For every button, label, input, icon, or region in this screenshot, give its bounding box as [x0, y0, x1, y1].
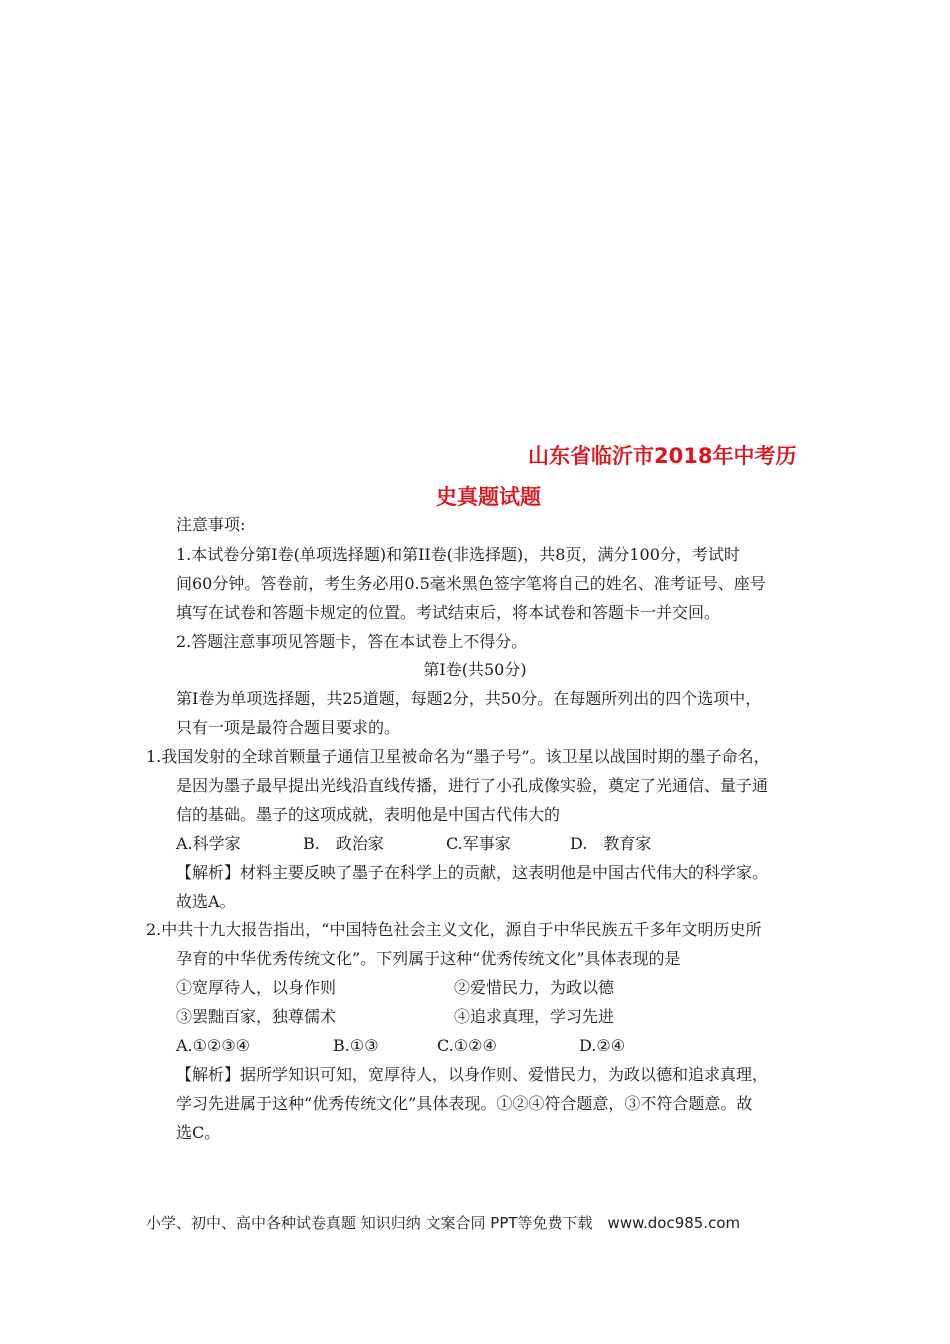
footer-text: 小学、初中、高中各种试卷真题 知识归纳 文案合同 PPT等免费下载 www.doc985.com	[146, 1214, 741, 1232]
q1-option-a: A.科学家	[176, 834, 241, 853]
doc-title-line1: 山东省临沂市2018年中考历	[528, 444, 797, 468]
q2-analysis-line2: 学习先进属于这种“优秀传统文化”具体表现。①②④符合题意，③不符合题意。故	[176, 1094, 753, 1113]
doc-title-line2: 史真题试题	[436, 485, 541, 509]
q2-option-b: B.①③	[333, 1036, 379, 1055]
section-desc-line2: 只有一项是最符合题目要求的。	[176, 718, 401, 737]
q2-analysis-line1: 【解析】据所学知识可知，宽厚待人，以身作则、爱惜民力，为政以德和追求真理，	[176, 1065, 769, 1084]
q1-analysis-line2: 故选A。	[176, 892, 236, 911]
q2-stem-line1: 2.中共十九大报告指出，“中国特色社会主义文化，源自于中华民族五千多年文明历史所	[146, 920, 762, 939]
notice-item1-line3: 填写在试卷和答题卡规定的位置。考试结束后，将本试卷和答题卡一并交回。	[176, 603, 721, 622]
q2-statement-1: ①宽厚待人，以身作则	[176, 978, 337, 997]
q2-option-a: A.①②③④	[176, 1036, 251, 1055]
q2-statement-2: ②爱惜民力，为政以德	[454, 978, 615, 997]
q1-option-d: D. 教育家	[570, 834, 652, 853]
q2-statement-3: ③罢黜百家，独尊儒术	[176, 1007, 337, 1026]
q1-analysis-line1: 【解析】材料主要反映了墨子在科学上的贡献，这表明他是中国古代伟大的科学家。	[176, 863, 769, 882]
section-title: 第Ⅰ卷(共50分)	[423, 660, 527, 679]
q2-stem-line2: 孕育的中华优秀传统文化”。下列属于这种“优秀传统文化”具体表现的是	[176, 949, 681, 968]
q1-stem-line2: 是因为墨子最早提出光线沿直线传播，进行了小孔成像实验，奠定了光通信、量子通	[176, 776, 769, 795]
notice-item2: 2.答题注意事项见答题卡，答在本试卷上不得分。	[176, 632, 528, 651]
q2-option-d: D.②④	[579, 1036, 626, 1055]
q1-option-c: C.军事家	[446, 834, 511, 853]
section-desc-line1: 第Ⅰ卷为单项选择题，共25道题，每题2分，共50分。在每题所列出的四个选项中，	[176, 689, 762, 708]
q1-option-b: B. 政治家	[303, 834, 384, 853]
q1-stem-line1: 1.我国发射的全球首颗量子通信卫星被命名为“墨子号”。该卫星以战国时期的墨子命名，	[146, 747, 770, 766]
q2-analysis-line3: 选C。	[176, 1123, 221, 1142]
notice-heading: 注意事项:	[176, 515, 246, 534]
q2-option-c: C.①②④	[437, 1036, 497, 1055]
notice-item1-line2: 间60分钟。答卷前，考生务必用0.5毫米黑色签字笔将自己的姓名、准考证号、座号	[176, 574, 766, 593]
notice-item1-line1: 1.本试卷分第Ⅰ卷(单项选择题)和第II卷(非选择题)，共8页，满分100分，考试时	[176, 545, 740, 564]
q1-stem-line3: 信的基础。墨子的这项成就，表明他是中国古代伟大的	[176, 805, 561, 824]
q2-statement-4: ④追求真理，学习先进	[454, 1007, 615, 1026]
